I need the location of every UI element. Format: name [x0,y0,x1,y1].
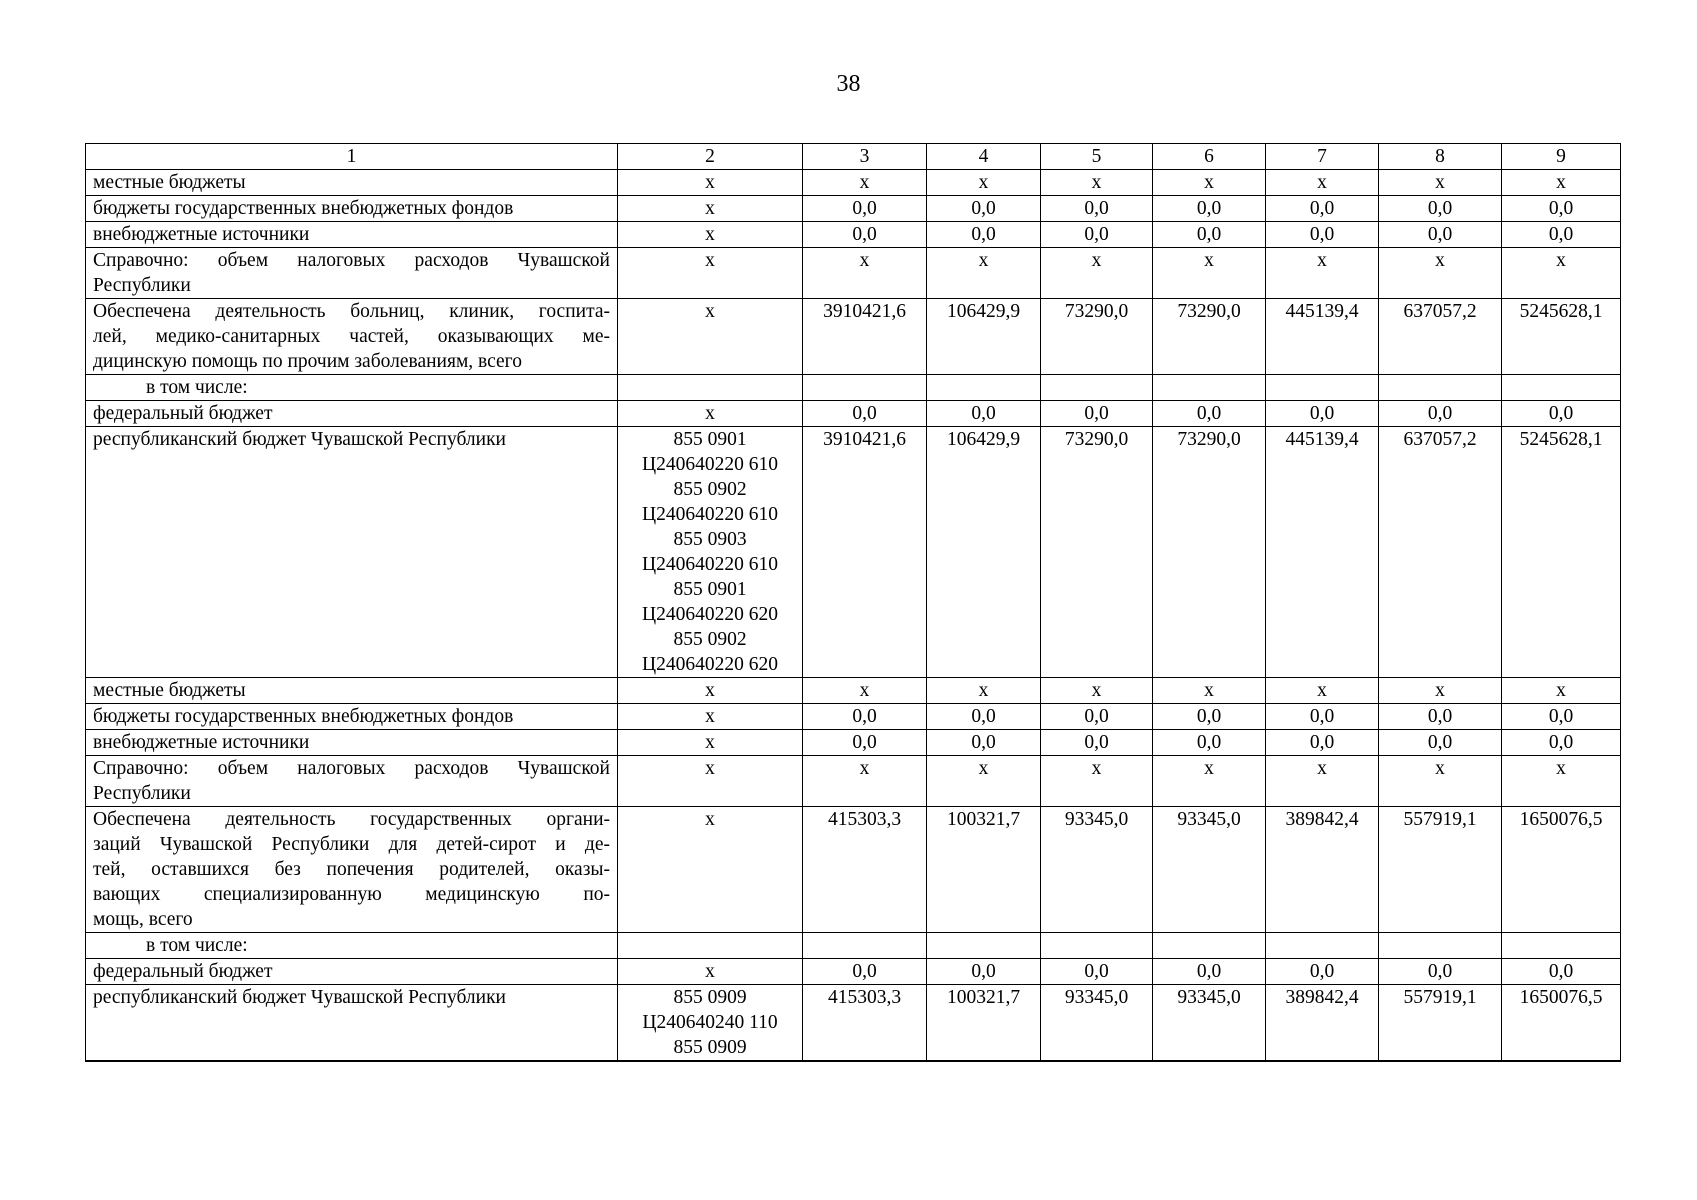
row-label: республиканский бюджет Чувашской Республики [86,985,618,1062]
value-cell [1041,933,1153,959]
value-cell [1153,933,1266,959]
value-cell: х [927,678,1041,704]
table-row [86,807,1621,933]
value-cell: 0,0 [803,222,927,248]
value-cell: 389842,4 [1266,985,1379,1062]
value-cell: 0,0 [927,401,1041,427]
table-row [86,375,1621,401]
value-cell: 389842,4 [1266,807,1379,933]
value-cell: 0,0 [1153,222,1266,248]
table-row [86,678,1621,704]
row-label-line: Обеспечена деятельность государственных органи- [93,809,610,830]
value-cell: 0,0 [927,959,1041,985]
value-cell: 0,0 [1379,222,1502,248]
budget-code-cell: х [618,730,803,756]
row-label-line: Республики [93,275,191,296]
value-cell: 0,0 [1379,730,1502,756]
value-cell: 0,0 [1041,730,1153,756]
value-cell [1379,375,1502,401]
value-cell: 0,0 [803,401,927,427]
value-cell: 73290,0 [1153,427,1266,678]
value-cell: 0,0 [927,704,1041,730]
budget-code-line: 855 0902 [673,629,747,650]
value-cell: 73290,0 [1041,299,1153,375]
budget-code-cell: х [618,248,803,299]
column-header: 1 [86,144,618,170]
value-cell: х [1041,756,1153,807]
table-row [86,222,1621,248]
value-cell: 445139,4 [1266,299,1379,375]
table-row [86,933,1621,959]
value-cell: 3910421,6 [803,299,927,375]
value-cell: х [1379,170,1502,196]
row-label-line: дицинскую помощь по прочим заболеваниям, всего [93,351,522,372]
budget-code-line: Ц240640220 610 [642,504,778,525]
row-label-line: Республики [93,783,191,804]
row-label [86,248,618,299]
value-cell: 93345,0 [1041,985,1153,1062]
table-row [86,401,1621,427]
row-label: внебюджетные источники [86,222,618,248]
budget-code-line: Ц240640220 610 [642,454,778,475]
value-cell: х [1266,248,1379,299]
value-cell: 0,0 [1266,401,1379,427]
value-cell [1502,375,1621,401]
budget-code-cell: х [618,959,803,985]
value-cell: 637057,2 [1379,299,1502,375]
value-cell [1153,375,1266,401]
value-cell: 637057,2 [1379,427,1502,678]
column-header: 8 [1379,144,1502,170]
value-cell: 415303,3 [803,985,927,1062]
value-cell: 73290,0 [1041,427,1153,678]
value-cell: 557919,1 [1379,985,1502,1062]
value-cell: 93345,0 [1153,985,1266,1062]
budget-code-line: Ц240640220 620 [642,654,778,675]
column-header: 2 [618,144,803,170]
value-cell: 0,0 [1379,401,1502,427]
value-cell: 0,0 [803,196,927,222]
value-cell: 557919,1 [1379,807,1502,933]
value-cell: 445139,4 [1266,427,1379,678]
value-cell: х [1266,756,1379,807]
row-label-line: лей, медико-санитарных частей, оказывающих ме- [93,326,610,347]
budget-code-cell: х [618,299,803,375]
value-cell: 0,0 [1266,704,1379,730]
value-cell: 0,0 [1502,730,1621,756]
value-cell: х [803,248,927,299]
column-header: 4 [927,144,1041,170]
table-row [86,985,1621,1062]
row-label: в том числе: [86,375,618,401]
value-cell [927,933,1041,959]
budget-code-cell [618,985,803,1062]
value-cell [1266,933,1379,959]
value-cell: 0,0 [927,730,1041,756]
budget-code-cell: х [618,222,803,248]
budget-code-line: 855 0909 [673,987,747,1008]
budget-code-cell: х [618,704,803,730]
value-cell: 5245628,1 [1502,427,1621,678]
row-label-line: Обеспечена деятельность больниц, клиник, госпита- [93,301,610,322]
value-cell [803,375,927,401]
table-row [86,730,1621,756]
value-cell: х [1041,170,1153,196]
value-cell [1266,375,1379,401]
value-cell: х [803,170,927,196]
budget-table [85,143,1621,1062]
value-cell [1041,375,1153,401]
value-cell: 415303,3 [803,807,927,933]
value-cell: х [1502,678,1621,704]
row-label: федеральный бюджет [86,959,618,985]
row-label [86,299,618,375]
value-cell: 0,0 [1502,196,1621,222]
budget-code-line: Ц240640220 620 [642,604,778,625]
budget-code-line: 855 0909 [673,1037,747,1058]
row-label [86,807,618,933]
value-cell: 0,0 [1266,222,1379,248]
row-label-line: вающих специализированную медицинскую по- [93,884,610,905]
row-label: бюджеты государственных внебюджетных фондов [86,196,618,222]
row-label-line: мощь, всего [93,909,193,930]
table-header-row [86,144,1621,170]
value-cell: х [1379,248,1502,299]
row-label-line: заций Чувашской Республики для детей-сирот и де- [93,834,610,855]
table-row [86,427,1621,678]
page-number: 38 [836,71,861,97]
budget-code-cell: х [618,807,803,933]
value-cell: х [1266,170,1379,196]
row-label [86,756,618,807]
column-header: 5 [1041,144,1153,170]
row-label: федеральный бюджет [86,401,618,427]
budget-code-line: 855 0903 [673,529,747,550]
value-cell: 0,0 [1041,704,1153,730]
value-cell: 0,0 [927,196,1041,222]
budget-code-line: 855 0901 [673,429,747,450]
row-label: местные бюджеты [86,170,618,196]
value-cell: 0,0 [1153,196,1266,222]
column-header: 3 [803,144,927,170]
value-cell: 0,0 [1502,401,1621,427]
value-cell [927,375,1041,401]
table-row [86,299,1621,375]
value-cell: 100321,7 [927,807,1041,933]
value-cell [1379,933,1502,959]
row-label: бюджеты государственных внебюджетных фондов [86,704,618,730]
value-cell: 0,0 [1041,959,1153,985]
column-header: 6 [1153,144,1266,170]
budget-code-cell: х [618,401,803,427]
value-cell: 0,0 [1041,196,1153,222]
row-label-line: Справочно: объем налоговых расходов Чувашской [93,250,610,271]
value-cell: 0,0 [1502,959,1621,985]
value-cell: 0,0 [1379,704,1502,730]
value-cell: 73290,0 [1153,299,1266,375]
budget-code-cell [618,427,803,678]
column-header: 9 [1502,144,1621,170]
value-cell: 106429,9 [927,427,1041,678]
value-cell: х [1502,248,1621,299]
row-label: в том числе: [86,933,618,959]
table-row [86,196,1621,222]
value-cell: х [1379,756,1502,807]
table-row [86,170,1621,196]
value-cell [803,933,927,959]
table-row [86,959,1621,985]
value-cell: х [1041,248,1153,299]
value-cell: 0,0 [1153,959,1266,985]
value-cell: 0,0 [1041,401,1153,427]
row-label-line: Справочно: объем налоговых расходов Чувашской [93,758,610,779]
value-cell: х [1041,678,1153,704]
value-cell: 0,0 [1266,730,1379,756]
value-cell: 0,0 [803,730,927,756]
value-cell: х [927,248,1041,299]
budget-code-cell [618,375,803,401]
value-cell: х [1153,678,1266,704]
value-cell: 93345,0 [1153,807,1266,933]
value-cell: 0,0 [803,959,927,985]
value-cell: х [1153,756,1266,807]
budget-code-cell: х [618,678,803,704]
value-cell: 0,0 [1153,730,1266,756]
value-cell: 0,0 [1379,959,1502,985]
budget-code-line: 855 0901 [673,579,747,600]
table-row [86,248,1621,299]
value-cell: 0,0 [1153,704,1266,730]
value-cell: 106429,9 [927,299,1041,375]
budget-code-cell: х [618,170,803,196]
value-cell: х [1153,248,1266,299]
value-cell: 1650076,5 [1502,807,1621,933]
value-cell: 0,0 [927,222,1041,248]
row-label: местные бюджеты [86,678,618,704]
value-cell: х [1502,170,1621,196]
value-cell [1502,933,1621,959]
column-header: 7 [1266,144,1379,170]
value-cell: х [1266,678,1379,704]
value-cell: х [803,756,927,807]
value-cell: х [1502,756,1621,807]
value-cell: 0,0 [1379,196,1502,222]
value-cell: 0,0 [1266,196,1379,222]
value-cell: 0,0 [1502,704,1621,730]
value-cell: 0,0 [1266,959,1379,985]
table-row [86,756,1621,807]
value-cell: х [1153,170,1266,196]
row-label: внебюджетные источники [86,730,618,756]
budget-code-cell [618,933,803,959]
value-cell: 0,0 [1502,222,1621,248]
value-cell: 5245628,1 [1502,299,1621,375]
value-cell: 100321,7 [927,985,1041,1062]
value-cell: х [1379,678,1502,704]
value-cell: х [927,756,1041,807]
budget-code-line: Ц240640220 610 [642,554,778,575]
budget-code-cell: х [618,196,803,222]
budget-code-line: 855 0902 [673,479,747,500]
value-cell: 0,0 [1153,401,1266,427]
row-label: республиканский бюджет Чувашской Республики [86,427,618,678]
row-label-line: тей, оставшихся без попечения родителей, оказы- [93,859,610,880]
value-cell: 0,0 [1041,222,1153,248]
value-cell: 93345,0 [1041,807,1153,933]
table-row [86,704,1621,730]
value-cell: х [803,678,927,704]
budget-code-line: Ц240640240 110 [642,1012,778,1033]
value-cell: 0,0 [803,704,927,730]
value-cell: х [927,170,1041,196]
value-cell: 1650076,5 [1502,985,1621,1062]
value-cell: 3910421,6 [803,427,927,678]
budget-code-cell: х [618,756,803,807]
